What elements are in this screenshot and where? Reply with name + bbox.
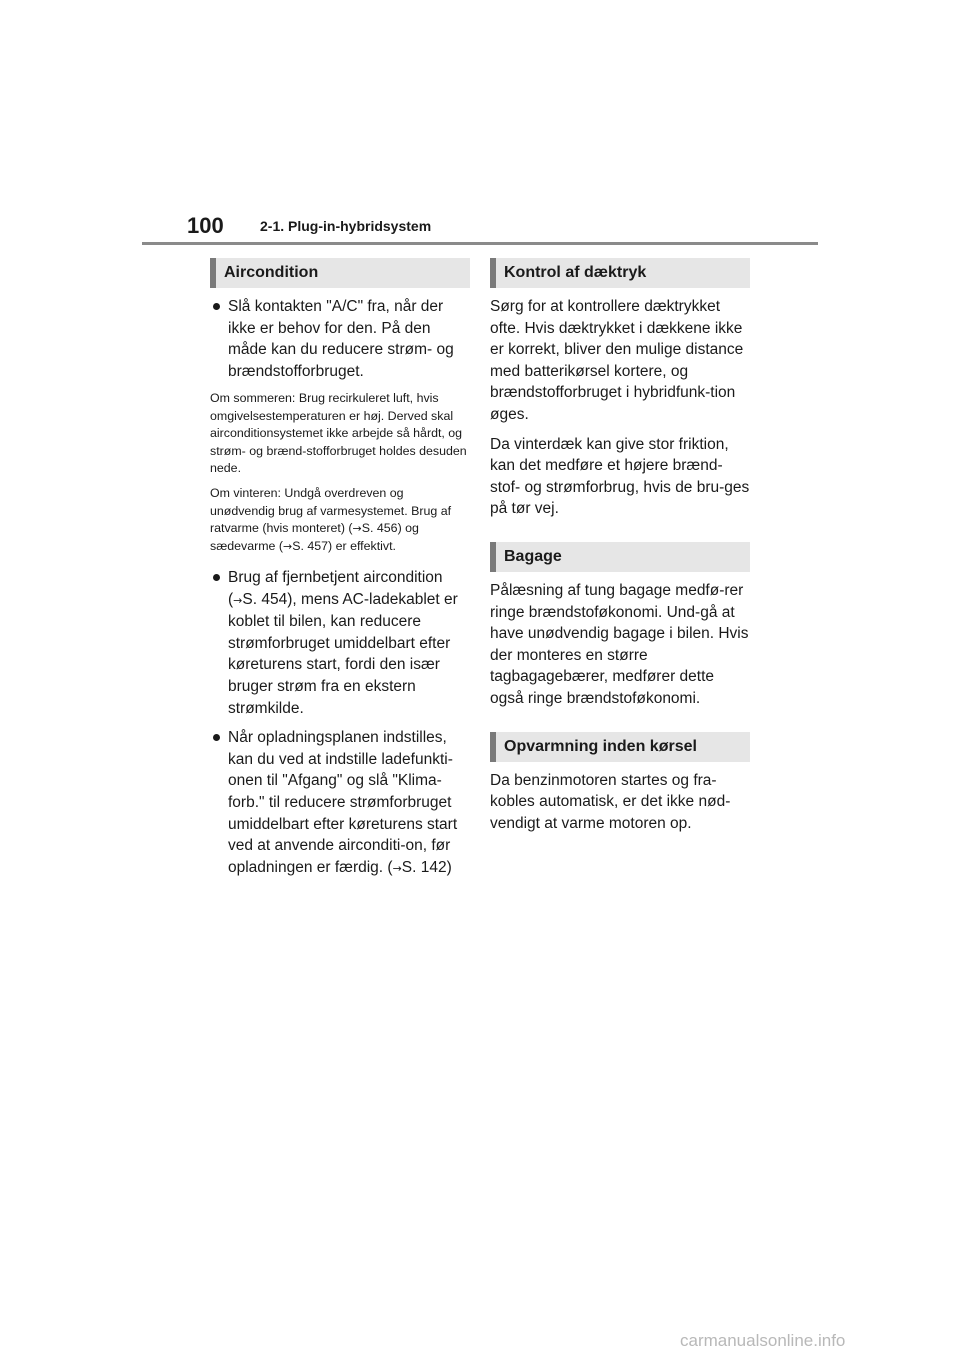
arrow-icon: → bbox=[283, 539, 293, 553]
page-number: 100 bbox=[187, 213, 224, 238]
heading-warmup: Opvarmning inden kørsel bbox=[490, 732, 750, 762]
bullet-charging-schedule bbox=[210, 727, 470, 879]
tire-para-1: Sørg for at kontrollere dæktrykket ofte. Hvis dæktrykket i dækkene ikke er korrekt, bliver den mulige distance med batterikørsel kortere, og brændstofforbruget i hybridfunk-tion øges. bbox=[490, 298, 744, 423]
note-winter-text-b: S. 456) og sædevarme ( bbox=[210, 521, 419, 553]
right-column bbox=[490, 258, 750, 834]
heading-tire-pressure: Kontrol af dæktryk bbox=[490, 258, 750, 288]
bullet-remote-ac-text-a: Brug af fjernbetjent aircondition ( bbox=[228, 569, 443, 608]
header-divider bbox=[142, 242, 818, 245]
section-title: 2-1. Plug-in-hybridsystem bbox=[260, 218, 432, 234]
note-winter-text-c: S. 457) er effektivt. bbox=[292, 538, 396, 553]
note-winter-text-a: Om vinteren: Undgå overdreven og unødvendig brug af varmesystemet. Brug af ratvarme (hvis monteret) ( bbox=[210, 486, 452, 536]
note-summer: Om sommeren: Brug recirkuleret luft, hvis omgivelsestemperaturen er høj. Derved skal airconditionsystemet ikke arbejde så hårdt, og strøm- og brænd-stofforbruget holdes desuden nede. bbox=[210, 391, 467, 475]
watermark: carmanualsonline.info bbox=[680, 1331, 846, 1350]
bullet-charging-text-b: S. 142) bbox=[401, 858, 452, 876]
bullet-ac-off: Slå kontakten "A/C" fra, når der ikke er behov for den. På den måde kan du reducere strøm- og brændstofforbruget. bbox=[210, 296, 470, 382]
heading-aircondition: Aircondition bbox=[210, 258, 470, 288]
luggage-para: Pålæsning af tung bagage medfø-rer ringe brændstoføkonomi. Und-gå at have unødvendig bagage i bilen. Hvis der monteres en større tagbagagebærer, medfører dette også ringe brændstoføkonomi. bbox=[490, 581, 749, 707]
arrow-icon: → bbox=[233, 593, 243, 607]
arrow-icon: → bbox=[392, 861, 402, 875]
note-winter bbox=[210, 485, 470, 555]
bullet-charging-text-a: Når opladningsplanen indstilles, kan du ved at indstille ladefunkti-onen til "Afgang" og slå "Klima-forb." til reducere strømforbruget umiddelbart efter køreturens start ved at anvende airconditi-on, før opladningen er færdig. ( bbox=[228, 729, 458, 876]
warmup-para: Da benzinmotoren startes og fra-kobles automatisk, er det ikke nød-vendigt at varme motoren op. bbox=[490, 771, 731, 832]
left-column bbox=[210, 258, 470, 879]
heading-luggage: Bagage bbox=[490, 542, 750, 572]
bullet-remote-ac-text-b: S. 454), mens AC-ladekablet er koblet til bilen, kan reducere strømforbruget umiddelbart efter køreturens start, fordi den især bruger strøm fra en ekstern strømkilde. bbox=[228, 590, 458, 717]
tire-para-2: Da vinterdæk kan give stor friktion, kan det medføre et højere brænd-stof- og strømforbrug, hvis de bru-ges på tør vej. bbox=[490, 435, 750, 518]
bullet-remote-ac bbox=[210, 567, 470, 719]
arrow-icon: → bbox=[352, 522, 362, 536]
